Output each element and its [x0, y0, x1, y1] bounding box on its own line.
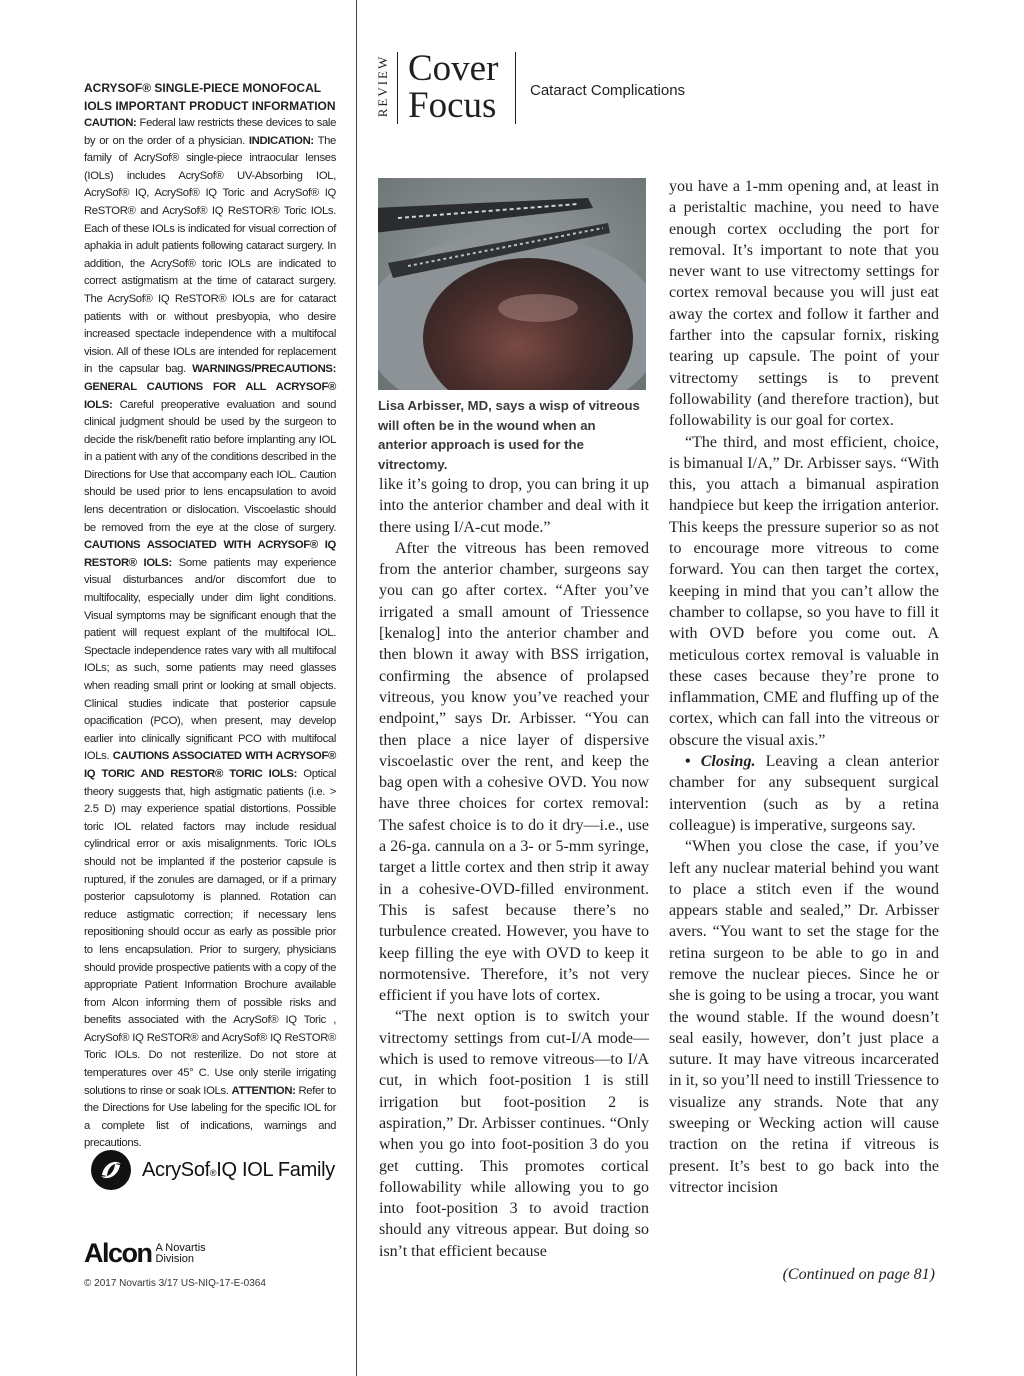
- warnings-text: Careful preoperative evaluation and sound clinical judgment should be used by the surgeon to decide the risk/benefit ratio before implanting any IOL in a patient with any of the conditions described in the Directions for Use that accompany each IOL. Caution should be used prior to lens encapsulation to avoid lens decentration or dislocation. Viscoelastic should be removed from the eye at the close of surgery.: [84, 398, 336, 534]
- alcon-wordmark: Alcon: [84, 1238, 152, 1268]
- copyright-line: © 2017 Novartis 3/17 US-NIQ-17-E-0364: [84, 1278, 266, 1289]
- caution-text: Federal law restricts these devices to sale by or on the order of a physician.: [84, 117, 336, 147]
- acrysof-logo-text: [142, 1159, 335, 1182]
- section-name: Cataract Complications: [530, 82, 686, 99]
- alcon-logo: [84, 1238, 206, 1269]
- paragraph: After the vitreous has been removed from the anterior chamber, surgeons say you can go after cortex. “After you’ve irrigated a small amount of Triessence [kenalog] into the anterior chamber and then blown it away with BSS irrigation, confirming the absence of prolapsed vitreous, you know you’ve reached your endpoint,” says Dr. Arbisser. “You can then place a nice layer of dispersive viscoelastic over the rent, and keep the bag open with a cohesive OVD. You now have three choices for cortex removal: The safest choice is to do it dry—i.e., use a 26-ga. cannula on a 3- or 5-mm syringe, target a little cortex and then strip it away in a cohesive-OVD-filled environment. This is safest because there’s no turbulence created. However, you have to keep filling the eye with OVD to keep it normotensive. Therefore, it’s not very efficient if you have lots of cortex.: [379, 539, 649, 1005]
- indication-text: The family of AcrySof® single-piece intraocular lenses (IOLs) includes AcrySof® UV-Absorbing IOL, AcrySof® IQ, AcrySof® IQ Toric and AcrySof® IQ ReSTOR® and AcrySof® IQ ReSTOR® Toric IOLs. Each of these IOLs is indicated for visual correction of aphakia in adult patients following cataract surgery. In addition, the AcrySof® toric IOLs are indicated to correct astigmatism at the time of cataract surgery. The AcrySof® IQ ReSTOR® IOLs are for cataract patients with or without presbyopia, who desire increased spectacle independence with a multifocal vision. All of these IOLs are intended for replacement in the capsular bag.: [84, 134, 336, 376]
- restor-cautions-text: Some patients may experience visual disturbances and/or discomfort due to multifocality, especially under dim light conditions. Visual symptoms may be significant enough that the patient will request explant of the multifocal IOL. Spectacle independence rates vary with all multifocal IOLs; as such, some patients may need glasses when reading small print or looking at small objects. Clinical studies indicate that posterior capsule opacification (PCO), when present, may develop earlier into clinically significant PCO with multifocal IOLs.: [84, 556, 336, 763]
- acrysof-logo: [90, 1148, 335, 1192]
- continued-notice: (Continued on page 81): [782, 1266, 935, 1283]
- paragraph: “When you close the case, if you’ve left any nuclear material behind you want to place a stitch even if the wound appears stable and sealed,” Dr. Arbisser avers. “You want to set the stage for the retina surgeon to be able to go in and remove the nuclear pieces. Since he or she is going to be using a trocar, you want the wound stable. If the wound doesn’t seal easily, however, don’t just place a suture. It may have vitreous incarcerated in it, so you’ll need to instill Triessence to visualize any strands. Note that any sweeping or Wecking action will cause traction on the retina if vitreous is present. It’s best to go back into the vitrector incision: [669, 838, 939, 1196]
- surgery-photo-image: [378, 178, 646, 390]
- toric-cautions-label: CAUTIONS ASSOCIATED WITH ACRYSOF® IQ TORIC AND RESTOR® TORIC IOLS:: [84, 750, 336, 780]
- bullet: •: [685, 753, 691, 771]
- attention-text: Refer to the Directions for Use labeling for the specific IOL for a complete list of indications, warnings and precautions.: [84, 1084, 336, 1150]
- gutter-divider: [356, 0, 357, 1376]
- article-column-1: [379, 474, 649, 1262]
- caution-label: CAUTION:: [84, 117, 137, 129]
- alcon-tagline-1: A Novartis: [155, 1241, 206, 1254]
- surgery-photo: [378, 178, 646, 390]
- department-title: [408, 50, 498, 124]
- paragraph: you have a 1-mm opening and, at least in a peristaltic machine, you need to have enough cortex occluding the port for removal. It’s important to note that you never want to use vitrectomy settings for cortex removal because you will just eat away the cortex and follow it farther and farther into the capsular fornix, risking tearing up capsule. The point of your vitrectomy settings is to prevent followability (and therefore traction), but followability is our goal for cortex.: [669, 178, 939, 430]
- closing-subhead: Closing.: [700, 753, 756, 771]
- paragraph: “The third, and most efficient, choice, is bimanual I/A,” Dr. Arbisser says. “With this, you attach a bimanual aspiration handpiece but keep the irrigation anterior. This keeps the pressure superior so as not to encourage more vitreous to come forward. You can then target the cortex, keeping in mind that you can’t allow the chamber to collapse, so you have to fill it with OVD before you come out. A meticulous cortex removal is valuable in these cases because they’re prone to inflammation, CME and fluffing up of the cortex, which can fall into the vitreous or obscure the visual axis.”: [669, 433, 939, 749]
- title-line-2: Focus: [408, 85, 497, 126]
- header-divider-left: [397, 52, 398, 124]
- section-vertical-label: REVIEW: [375, 54, 390, 118]
- title-line-1: Cover: [408, 48, 499, 89]
- logo-brand: AcrySof: [142, 1158, 210, 1181]
- alcon-tagline-2: Division: [155, 1252, 195, 1265]
- photo-caption: Lisa Arbisser, MD, says a wisp of vitreous will often be in the wound when an anterior approach is used for the vitrectomy.: [378, 398, 640, 472]
- paragraph: like it’s going to drop, you can bring it up into the anterior chamber and deal with it there using I/A-cut mode.”: [379, 476, 649, 536]
- paragraph: “The next option is to switch your vitrectomy settings from cut-I/A mode—which is used to remove vitreous—to I/A cut, in which foot-position 1 is still irrigation but foot-position 2 is aspiration,” Dr. Arbisser continues. “Only when you go into foot-position 3 do you get cutting. This promotes cortical followability while allowing you to go into foot-position 3 to avoid traction should any vitreous appear. But doing so isn’t that efficient because: [379, 1008, 649, 1260]
- indication-label: INDICATION:: [248, 134, 314, 147]
- product-info-heading: ACRYSOF® SINGLE-PIECE MONOFOCAL IOLS IMPORTANT PRODUCT INFORMATION: [84, 81, 336, 113]
- logo-registered: ®: [209, 1167, 217, 1178]
- product-info-body: [84, 115, 336, 1153]
- restor-cautions-label: CAUTIONS ASSOCIATED WITH ACRYSOF® IQ RESTOR® IOLS:: [84, 539, 336, 569]
- closing-text: Leaving a clean anterior chamber for any subsequent surgical intervention (such as by a retina colleague) is imperative, surgeons say.: [669, 753, 939, 834]
- logo-family: IQ IOL Family: [216, 1158, 335, 1181]
- attention-label: ATTENTION:: [231, 1084, 296, 1097]
- article-column-2: [669, 176, 939, 1198]
- acrysof-logo-icon: [90, 1149, 132, 1191]
- alcon-tagline: [156, 1243, 206, 1265]
- closing-paragraph: [669, 751, 939, 836]
- product-info-ad: [84, 80, 336, 1153]
- toric-cautions-text: Optical theory suggests that, high astigmatic patients (i.e. > 2.5 D) may experience spatial distortions. Possible toric IOL related factors may include residual cylindrical error or axis misalignments. Toric IOLs should not be implanted if the posterior capsule is ruptured, if the zonules are damaged, or if a primary posterior capsulotomy is planned. Rotation can reduce astigmatic correction; if necessary lens repositioning should occur as early as possible prior to lens encapsulation. Prior to surgery, physicians should provide prospective patients with a copy of the appropriate Patient Information Brochure available from Alcon informing them of possible risks and benefits associated with the AcrySof® IQ Toric , AcrySof® IQ ReSTOR® and AcrySof® IQ ReSTOR® Toric IOLs. Do not resterilize. Do not store at temperatures over 45° C. Use only sterile irrigating solutions to rinse or soak IOLs.: [84, 767, 337, 1097]
- warnings-label: WARNINGS/PRECAUTIONS: GENERAL CAUTIONS FOR ALL ACRYSOF® IOLS:: [84, 363, 336, 411]
- header-divider-right: [515, 52, 516, 124]
